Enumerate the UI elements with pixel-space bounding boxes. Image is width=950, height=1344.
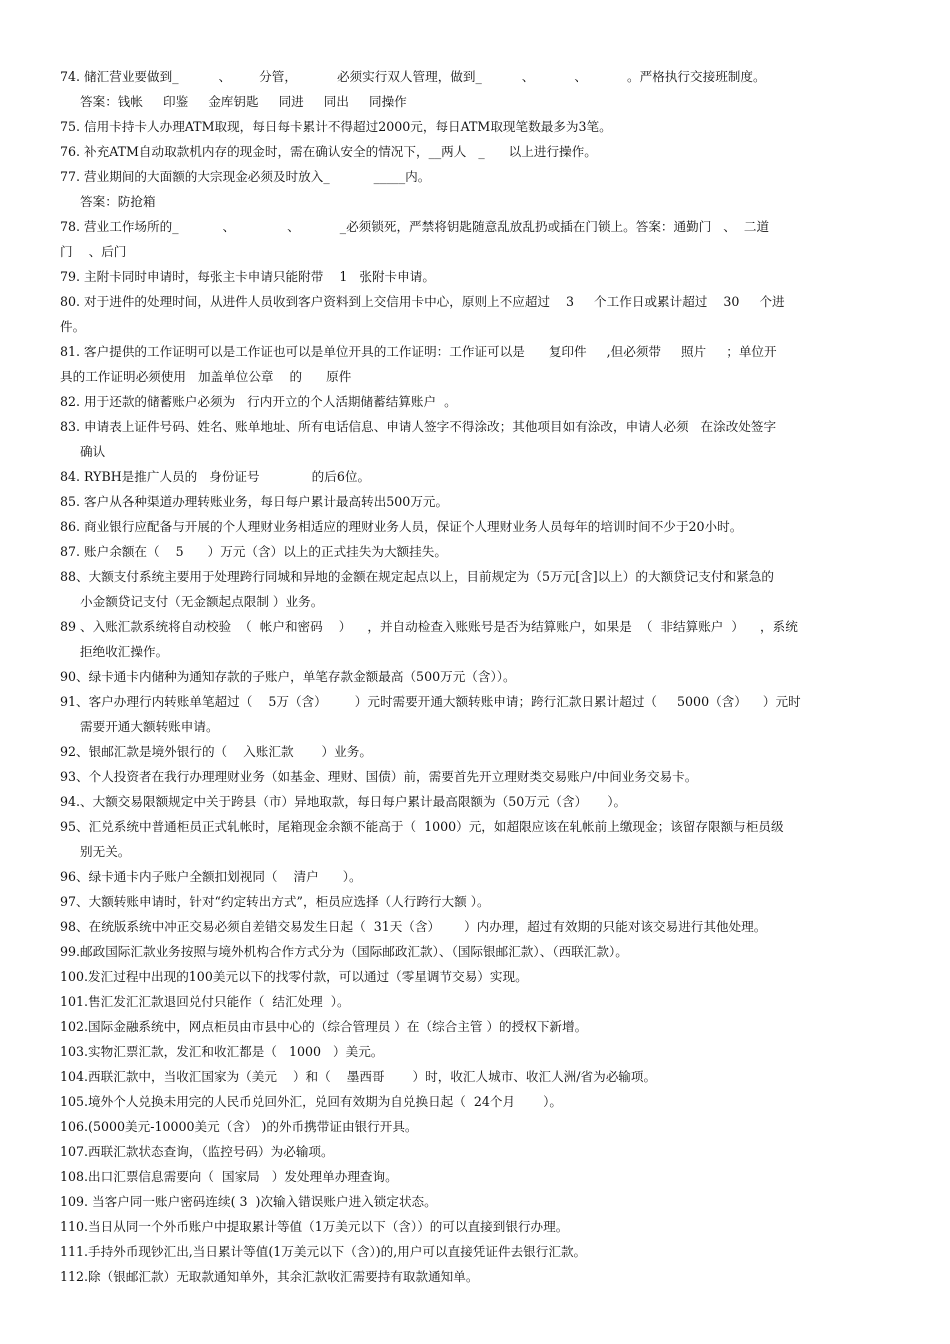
text-line: 104.西联汇款中，当收汇国家为（美元 ）和（ 墨西哥 ）时，收汇人城市、收汇人洲/省为必输项。 — [60, 1069, 657, 1084]
text-line: 103.实物汇票汇款，发汇和收汇都是（ 1000 ）美元。 — [60, 1044, 384, 1059]
text-line: 83. 申请表上证件号码、姓名、账单地址、所有电话信息、申请人签字不得涂改；其他项目如有涂改，申请人必须 在涂改处签字 — [60, 419, 777, 434]
text-line: 75. 信用卡持卡人办理ATM取现，每日每卡累计不得超过2000元，每日ATM取现笔数最多为3笔。 — [60, 119, 612, 134]
text-line: 92、银邮汇款是境外银行的（ 入账汇款 ）业务。 — [60, 744, 372, 759]
text-line: 87. 账户余额在（ 5 ）万元（含）以上的正式挂失为大额挂失。 — [60, 544, 447, 559]
text-line: 88、大额支付系统主要用于处理跨行同城和异地的金额在规定起点以上，目前规定为（5万元[含]以上）的大额贷记支付和紧急的 — [60, 569, 774, 584]
document-page — [60, 64, 890, 1289]
text-line: 79. 主附卡同时申请时，每张主卡申请只能附带 1 张附卡申请。 — [60, 269, 435, 284]
text-line: 小金额贷记支付（无金额起点限制 ）业务。 — [80, 594, 324, 609]
text-line: 98、在统版系统中冲正交易必须自差错交易发生日起（ 31天（含） ）内办理，超过有效期的只能对该交易进行其他处理。 — [60, 919, 767, 934]
text-line: 门 、后门 — [60, 244, 127, 259]
text-line: 93、个人投资者在我行办理理财业务（如基金、理财、国债）前，需要首先开立理财类交易账户/中间业务交易卡。 — [60, 769, 698, 784]
text-line: 件。 — [60, 319, 86, 334]
text-line: 112.除（银邮汇款）无取款通知单外，其余汇款收汇需要持有取款通知单。 — [60, 1269, 479, 1284]
text-line: 90、绿卡通卡内储种为通知存款的子账户，单笔存款金额最高（500万元（含））。 — [60, 669, 516, 684]
text-line: 74. 储汇营业要做到_ 、 分管， 必须实行双人管理，做到_ 、 、 。严格执行交接班制度。 — [60, 69, 766, 84]
text-line: 101.售汇发汇汇款退回兑付只能作（ 结汇处理 ）。 — [60, 994, 350, 1009]
text-line: 96、绿卡通卡内子账户全额扣划视同（ 清户 ）。 — [60, 869, 362, 884]
text-line: 111.手持外币现钞汇出,当日累计等值(1万美元以下（含）)的,用户可以直接凭证件去银行汇款。 — [60, 1244, 587, 1259]
text-line: 95、汇兑系统中普通柜员正式轧帐时，尾箱现金余额不能高于（ 1000）元，如超限应该在轧帐前上缴现金；该留存限额与柜员级 — [60, 819, 784, 834]
text-line: 91、客户办理行内转账单笔超过（ 5万（含） ）元时需要开通大额转账申请；跨行汇款日累计超过（ 5000（含） ）元时 — [60, 694, 801, 709]
text-line: 102.国际金融系统中，网点柜员由市县中心的（综合管理员 ）在（综合主管 ）的授权下新增。 — [60, 1019, 588, 1034]
text-line: 80. 对于进件的处理时间，从进件人员收到客户资料到上交信用卡中心，原则上不应超过 3 个工作日或累计超过 30 个进 — [60, 294, 785, 309]
text-line: 107.西联汇款状态查询，（监控号码）为必输项。 — [60, 1144, 334, 1159]
text-line: 100.发汇过程中出现的100美元以下的找零付款，可以通过（零星调节交易）实现。 — [60, 969, 528, 984]
text-line: 82. 用于还款的储蓄账户必须为 行内开立的个人活期储蓄结算账户 。 — [60, 394, 457, 409]
text-line: 105.境外个人兑换未用完的人民币兑回外汇，兑回有效期为自兑换日起（ 24个月 ）。 — [60, 1094, 562, 1109]
text-line: 拒绝收汇操作。 — [80, 644, 169, 659]
text-line: 具的工作证明必须使用 加盖单位公章 的 原件 — [60, 369, 352, 384]
text-line: 别无关。 — [80, 844, 131, 859]
text-line: 97、大额转账申请时，针对“约定转出方式”，柜员应选择（人行跨行大额 ）。 — [60, 894, 490, 909]
text-line: 81. 客户提供的工作证明可以是工作证也可以是单位开具的工作证明：工作证可以是 复印件 ,但必须带 照片 ；单位开 — [60, 344, 777, 359]
text-line: 答案：防抢箱 — [80, 194, 156, 209]
text-line: 94.、大额交易限额规定中关于跨县（市）异地取款，每日每户累计最高限额为（50万元（含） ）。 — [60, 794, 627, 809]
text-line: 76. 补充ATM自动取款机内存的现金时，需在确认安全的情况下，__两人 _ 以上进行操作。 — [60, 144, 597, 159]
text-line: 109. 当客户同一账户密码连续( 3 )次输入错误账户进入锁定状态。 — [60, 1194, 437, 1209]
text-line: 110.当日从同一个外币账户中提取累计等值（1万美元以下（含））的可以直接到银行办理。 — [60, 1219, 569, 1234]
text-line: 确认 — [80, 444, 106, 459]
text-line: 84. RYBH是推广人员的 身份证号 的后6位。 — [60, 469, 371, 484]
text-line: 答案：钱帐 印鉴 金库钥匙 同进 同出 同操作 — [80, 94, 407, 109]
text-line: 89 、入账汇款系统将自动校验 （ 帐户和密码 ） ，并自动检查入账账号是否为结算账户，如果是 （ 非结算账户 ） ，系统 — [60, 619, 798, 634]
text-line: 86. 商业银行应配备与开展的个人理财业务相适应的理财业务人员，保证个人理财业务人员每年的培训时间不少于20小时。 — [60, 519, 743, 534]
text-line: 85. 客户从各种渠道办理转账业务，每日每户累计最高转出500万元。 — [60, 494, 449, 509]
text-line: 77. 营业期间的大面额的大宗现金必须及时放入_ _____内。 — [60, 169, 431, 184]
text-line: 108.出口汇票信息需要向（ 国家局 ）发处理单办理查询。 — [60, 1169, 398, 1184]
text-line: 需要开通大额转账申请。 — [80, 719, 219, 734]
text-line: 106.(5000美元-10000美元（含） )的外币携带证由银行开具。 — [60, 1119, 418, 1134]
text-line: 78. 营业工作场所的_ 、 、 _必须锁死，严禁将钥匙随意乱放乱扔或插在门锁上。答案：通勤门 、 二道 — [60, 219, 770, 234]
text-line: 99.邮政国际汇款业务按照与境外机构合作方式分为（国际邮政汇款）、（国际银邮汇款）、（西联汇款）。 — [60, 944, 628, 959]
